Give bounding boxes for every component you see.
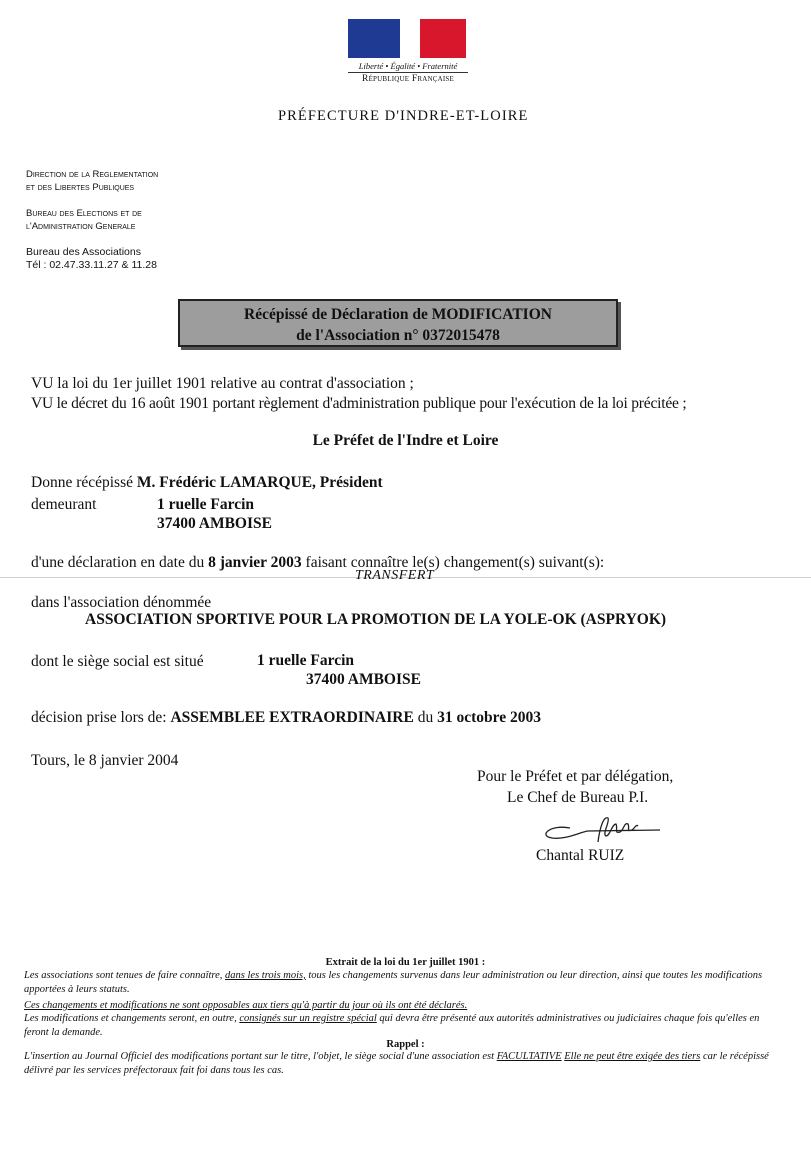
bureau-block: [26, 207, 142, 233]
direction-block: [26, 168, 158, 194]
declaration-prefix: d'une déclaration en date du: [31, 554, 209, 571]
footer-paragraph-1: [24, 969, 784, 997]
vu-line-2: VU le décret du 16 août 1901 portant règlement d'administration publique pour l'exécution de la loi précitée ;: [31, 395, 687, 412]
logo-republic: République Française: [348, 72, 468, 84]
association-name: ASSOCIATION SPORTIVE POUR LA PROMOTION DE LA YOLE-OK (ASPRYOK): [85, 611, 667, 628]
document-title-box: [178, 299, 618, 347]
decision-date: 31 octobre 2003: [437, 709, 541, 726]
siege-line-2: 37400 AMBOISE: [306, 671, 421, 688]
declaration-date: 8 janvier 2003: [208, 554, 302, 571]
recepisse-prefix: Donne récépissé: [31, 474, 137, 491]
footer-text: Les associations sont tenues de faire connaître,: [24, 970, 226, 981]
demeurant-label: demeurant: [31, 496, 97, 513]
footer-title: Extrait de la loi du 1er juillet 1901 :: [325, 957, 486, 968]
phone-line: Tél : 02.47.33.11.27 & 11.28: [26, 259, 157, 271]
decision-type: ASSEMBLEE EXTRAORDINAIRE: [170, 709, 414, 726]
footer-text: L'insertion au Journal Officiel des modifications portant sur le titre, l'objet, le siège social d'une association est: [24, 1051, 497, 1062]
footer-underlined: Elle ne peut être exigée des tiers: [564, 1051, 701, 1062]
recepisse-line: [31, 474, 383, 492]
signatory-name: Chantal RUIZ: [536, 847, 625, 864]
address-line-1: 1 ruelle Farcin: [157, 496, 254, 513]
president-name: M. Frédéric LAMARQUE, Président: [136, 474, 383, 491]
siege-label: dont le siège social est situé: [31, 653, 204, 670]
association-label: dans l'association dénommée: [31, 594, 212, 611]
associations-block: [26, 246, 157, 272]
footer-paragraph-3: [24, 1012, 784, 1040]
footer-text: car le récépissé délivré par les services préfectoraux fait foi dans tous les cas.: [24, 1051, 769, 1076]
associations-line: Bureau des Associations: [26, 246, 141, 258]
decision-line: [31, 709, 541, 727]
change-type: TRANSFERT: [355, 568, 435, 583]
bureau-line: Bureau des Elections et de: [26, 208, 142, 219]
prefecture-heading: PRÉFECTURE D'INDRE-ET-LOIRE: [278, 108, 529, 124]
place-date: Tours, le 8 janvier 2004: [31, 752, 179, 769]
signature-line-2: Le Chef de Bureau P.I.: [507, 789, 649, 806]
bureau-line: l'Administration Generale: [26, 221, 136, 232]
title-line-1: Récépissé de Déclaration de MODIFICATION: [244, 306, 552, 323]
footer-underlined: consignés sur un registre spécial: [239, 1013, 377, 1024]
declaration-suffix: faisant connaître le(s) changement(s) suivant(s):: [301, 554, 605, 571]
logo-motto: Liberté • Égalité • Fraternité: [358, 61, 458, 71]
republique-francaise-logo: [348, 19, 468, 84]
footer-paragraph-2: Ces changements et modifications ne sont opposables aux tiers qu'à partir du jour où ils ont été déclarés.: [24, 1000, 468, 1011]
vu-line-1: VU la loi du 1er juillet 1901 relative au contrat d'association ;: [31, 375, 414, 392]
signature-line-1: Pour le Préfet et par délégation,: [477, 768, 674, 785]
footer-text: Les modifications et changements seront, en outre,: [24, 1013, 240, 1024]
decision-mid: du: [413, 709, 438, 726]
footer-text: tous les changements survenus dans leur administration ou leur direction, ainsi que toutes les modifications apportées à leurs statuts.: [24, 970, 763, 995]
footer-underlined: FACULTATIVE: [496, 1051, 562, 1062]
title-line-2: de l'Association n° 0372015478: [296, 327, 500, 344]
rappel-heading: Rappel :: [386, 1039, 425, 1050]
siege-line-1: 1 ruelle Farcin: [257, 652, 354, 669]
decision-prefix: décision prise lors de:: [31, 709, 171, 726]
direction-line: et des Libertes Publiques: [26, 182, 135, 193]
prefet-heading: Le Préfet de l'Indre et Loire: [312, 432, 499, 449]
marianne-flag-icon: [348, 19, 466, 58]
footer-paragraph-4: [24, 1050, 784, 1078]
address-line-2: 37400 AMBOISE: [157, 515, 272, 532]
footer-underlined: dans les trois mois,: [225, 970, 306, 981]
direction-line: Direction de la Reglementation: [26, 169, 159, 180]
declaration-line: [31, 554, 604, 572]
footer-text: qui devra être présenté aux autorités administratives ou judiciaires chaque fois qu'elles en feront la demande.: [24, 1013, 760, 1038]
